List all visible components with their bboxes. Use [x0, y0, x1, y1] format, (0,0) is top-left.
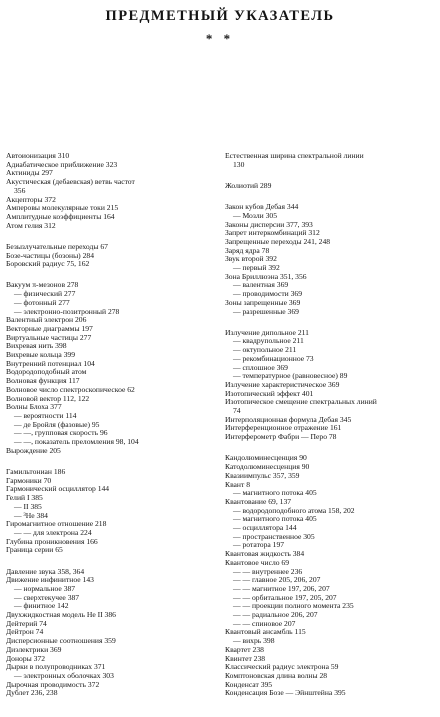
index-subentry: — валентная 369 [233, 281, 289, 290]
index-letter-group [6, 468, 216, 555]
index-entry: Вырождение 205 [6, 446, 61, 455]
index-subentry: — физический 277 [14, 290, 76, 299]
index-subentry: — разрешенные 369 [233, 307, 299, 316]
index-column-left [6, 152, 216, 711]
index-entry: Катодолюминесценция 90 [225, 463, 310, 472]
index-entry: Валентный электрон 206 [6, 316, 87, 325]
index-entry: Гелий I 385 [6, 494, 43, 503]
index-subentry: — ротатора 197 [233, 541, 285, 550]
index-subentry: 356 [14, 186, 26, 195]
index-entry: Заряд ядра 78 [225, 246, 270, 255]
index-entry: Амперовы молекулярные токи 215 [6, 204, 119, 213]
index-subentry: — —, групповая скорость 96 [14, 429, 108, 438]
index-entry: Квинтет 238 [225, 654, 266, 663]
index-subentry: — II 385 [14, 502, 42, 511]
index-subentry: — — внутреннее 236 [233, 567, 303, 576]
index-entry: Волновой вектор 112, 122 [6, 394, 90, 403]
index-entry: Граница серии 65 [6, 546, 63, 555]
index-entry: Квантование 69, 137 [225, 497, 292, 506]
index-entry: Давление звука 358, 364 [6, 567, 85, 576]
index-entry: Диэлектрики 369 [6, 645, 62, 654]
index-entry: Доноры 372 [6, 654, 46, 663]
title-decoration: * * [205, 31, 235, 46]
index-subentry: — квадрупольное 211 [233, 337, 304, 346]
index-letter-group [6, 243, 216, 269]
index-entry: Атом гелия 312 [6, 221, 56, 230]
index-entry: Интерферометр Фабри — Перо 78 [225, 433, 337, 442]
index-entry: Гиромагнитное отношение 218 [6, 520, 107, 529]
page-title: ПРЕДМЕТНЫЙ УКАЗАТЕЛЬ [105, 8, 335, 24]
index-letter-group [6, 152, 216, 230]
index-subentry: — — орбитальное 197, 205, 207 [233, 593, 337, 602]
index-entry: Дырочная проводимость 372 [6, 680, 100, 689]
index-entry: Боровский радиус 75, 162 [6, 260, 90, 269]
index-letter-group [6, 568, 216, 699]
index-entry: Квантовый ансамбль 115 [225, 628, 306, 637]
index-entry: Классический радиус электрона 59 [225, 663, 339, 672]
index-entry: Дублет 236, 238 [6, 689, 58, 698]
index-entry: Адиабатическое приближение 323 [6, 160, 118, 169]
index-subentry: — — для электрона 224 [14, 528, 92, 537]
index-subentry: — первый 392 [233, 264, 280, 273]
index-subentry: — водородоподобного атома 158, 202 [233, 506, 355, 515]
index-subentry: — рекомбинационное 73 [233, 354, 314, 363]
index-letter-group [6, 281, 216, 455]
index-entry: Внутренний потенциал 104 [6, 359, 95, 368]
index-entry: Зона Бриллюэна 351, 356 [225, 272, 307, 281]
index-entry: Запрещенные переходы 241, 248 [225, 237, 331, 246]
index-subentry: — де Бройля (фазовые) 95 [14, 420, 100, 429]
index-entry: Законы дисперсии 377, 393 [225, 220, 313, 229]
index-entry: Водородоподобный атом [6, 368, 87, 377]
index-entry: Интерференционное отражение 161 [225, 424, 342, 433]
index-subentry: — октупольное 211 [233, 346, 297, 355]
index-entry: Вакуум π-мезонов 278 [6, 281, 79, 290]
index-subentry: — сплошное 369 [233, 363, 288, 372]
index-entry: Закон кубов Дебая 344 [225, 203, 299, 212]
index-entry: Интерполяционная формула Дебая 345 [225, 415, 352, 424]
index-subentry: 130 [233, 160, 245, 169]
index-entry: Комптоновская длина волны 28 [225, 671, 328, 680]
index-subentry: — магнитного потока 405 [233, 489, 317, 498]
index-subentry: — ³Не 384 [14, 511, 48, 520]
index-entry: Виртуальные частицы 277 [6, 333, 92, 342]
index-entry: Гамильтониан 186 [6, 468, 66, 476]
index-entry: Амплитудные коэффициенты 164 [6, 212, 115, 221]
index-subentry: — — радиальное 206, 207 [233, 611, 318, 620]
index-subentry: — — главное 205, 206, 207 [233, 576, 321, 585]
index-subentry: — финитное 142 [14, 602, 69, 611]
index-entry: Дейтрон 74 [6, 628, 44, 637]
index-letter-group [225, 152, 437, 169]
index-entry: Запрет интеркомбинаций 312 [225, 229, 320, 238]
index-subentry: — сверхтекучее 387 [14, 593, 80, 602]
index-entry: Изотопический эффект 401 [225, 389, 314, 398]
index-subentry: — нормальное 387 [14, 584, 76, 593]
index-subentry: — магнитного потока 405 [233, 515, 317, 524]
index-entry: Бозе-частицы (бозоны) 284 [6, 251, 94, 260]
index-entry: Излучение характеристическое 369 [225, 380, 340, 389]
index-entry: Акустическая (дебаевская) ветвь частот [6, 178, 135, 187]
index-entry: Актиниды 297 [6, 169, 53, 178]
index-entry: Дейтерий 74 [6, 619, 47, 628]
index-entry: Квант 8 [225, 480, 250, 489]
index-subentry: — осциллятора 144 [233, 524, 297, 533]
index-subentry: — — магнитное 197, 206, 207 [233, 584, 330, 593]
index-subentry: 74 [233, 407, 241, 416]
index-entry: Квазиимпульс 357, 359 [225, 471, 300, 480]
index-entry: Квантовая жидкость 384 [225, 550, 305, 559]
index-entry: Векторные диаграммы 197 [6, 324, 93, 333]
index-subentry: — вероятности 114 [14, 411, 77, 420]
index-entry: Квартет 238 [225, 645, 264, 654]
index-subentry: — температурное (равновесное) 89 [233, 372, 348, 381]
index-entry: Естественная ширина спектральной линии [225, 152, 364, 160]
index-entry: Безызлучательные переходы 67 [6, 242, 108, 251]
index-entry: Гармоники 70 [6, 476, 52, 485]
index-entry: Звук второй 392 [225, 255, 277, 264]
index-subentry: — Мозли 305 [233, 211, 277, 220]
index-entry: Акцепторы 372 [6, 195, 56, 204]
index-entry: Движение инфинитное 143 [6, 576, 94, 585]
index-subentry: — электронных оболочках 303 [14, 671, 114, 680]
index-subentry: — —, показатель преломления 98, 104 [14, 438, 139, 447]
index-entry: Квантовое число 69 [225, 558, 290, 567]
index-subentry: — проводимости 369 [233, 290, 303, 299]
index-entry: Изотопическое смещение спектральных линий [225, 398, 377, 407]
index-subentry: — пространственное 305 [233, 532, 315, 541]
index-entry: Вихревые кольца 399 [6, 351, 76, 360]
index-subentry: — электронно-позитронный 278 [14, 307, 120, 316]
index-letter-group [225, 329, 437, 442]
index-entry: Волновое число спектроскопическое 62 [6, 385, 135, 394]
index-entry: Вихревая нить 398 [6, 342, 67, 351]
index-entry: Волны Блоха 377 [6, 403, 62, 412]
index-entry: Двухжидкостная модель Не II 386 [6, 611, 116, 620]
index-column-right [225, 152, 437, 711]
index-entry: Зоны запрещенные 369 [225, 298, 301, 307]
index-entry: Глубина проникновения 166 [6, 537, 98, 546]
index-subentry: — — спиновое 207 [233, 619, 296, 628]
index-entry: Дырки в полупроводниках 371 [6, 663, 106, 672]
index-entry: Дисперсионные соотношения 359 [6, 637, 116, 646]
index-letter-group [225, 454, 437, 698]
index-letter-group [225, 203, 437, 316]
index-subentry: — вихрь 398 [233, 637, 275, 646]
index-entry: Гармонический осциллятор 144 [6, 485, 110, 494]
index-letter-group [225, 182, 437, 191]
index-entry: Конденсат 395 [225, 680, 273, 689]
index-entry: Кандолюминесценция 90 [225, 454, 307, 463]
index-subentry: — фотонный 277 [14, 298, 70, 307]
index-entry: Волновая функция 117 [6, 377, 80, 386]
index-entry: Конденсация Бозе — Эйнштейна 395 [225, 689, 346, 698]
index-subentry: — — проекции полного момента 235 [233, 602, 354, 611]
index-entry: Излучение дипольное 211 [225, 328, 309, 337]
index-entry: Жолиотий 289 [225, 181, 272, 190]
index-entry: Автоионизация 310 [6, 152, 70, 160]
